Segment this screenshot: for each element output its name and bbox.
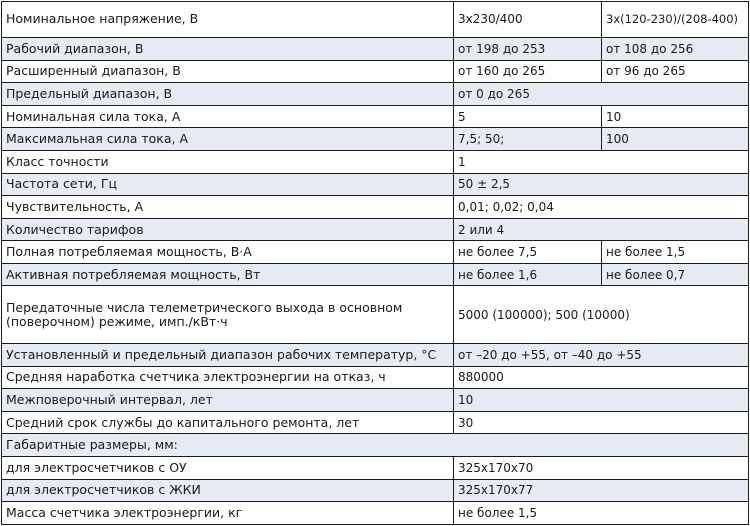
spec-label: Количество тарифов — [2, 218, 454, 241]
spec-row-limit-range — [2, 83, 749, 106]
spec-row-mtbf — [2, 366, 749, 389]
spec-row-telemetry-output — [2, 286, 749, 344]
spec-label: Активная потребляемая мощность, Вт — [2, 263, 454, 286]
spec-label: Межповерочный интервал, лет — [2, 389, 454, 412]
spec-value: 100 — [602, 128, 749, 151]
spec-row-nominal-current — [2, 105, 749, 128]
spec-value: от –20 до +55, от –40 до +55 — [454, 344, 749, 367]
spec-row-accuracy-class — [2, 150, 749, 173]
spec-value: 325x170x70 — [454, 456, 749, 479]
spec-label: для электросчетчиков с ОУ — [2, 456, 454, 479]
spec-row-dimensions-header — [2, 434, 749, 457]
spec-value: 3x(120-230)/(208-400) — [602, 2, 749, 38]
spec-row-active-power — [2, 263, 749, 286]
spec-label: Средний срок службы до капитального ремонта, лет — [2, 411, 454, 434]
spec-value: 7,5; 50; — [454, 128, 602, 151]
spec-label: Предельный диапазон, В — [2, 83, 454, 106]
spec-row-calibration-interval — [2, 389, 749, 412]
spec-value: 325x170x77 — [454, 479, 749, 502]
spec-label: Номинальная сила тока, А — [2, 105, 454, 128]
spec-label: Установленный и предельный диапазон рабочих температур, °С — [2, 344, 454, 367]
spec-value: 50 ± 2,5 — [454, 173, 749, 196]
spec-value: 0,01; 0,02; 0,04 — [454, 196, 749, 219]
spec-row-working-range — [2, 37, 749, 60]
spec-row-mass — [2, 502, 749, 525]
spec-row-frequency — [2, 173, 749, 196]
spec-value: 10 — [602, 105, 749, 128]
spec-section-label: Габаритные размеры, мм: — [2, 434, 749, 457]
spec-label: Масса счетчика электроэнергии, кг — [2, 502, 454, 525]
spec-label: Средняя наработка счетчика электроэнергии на отказ, ч — [2, 366, 454, 389]
spec-value: 3x230/400 — [454, 2, 602, 38]
spec-label: для электросчетчиков с ЖКИ — [2, 479, 454, 502]
spec-value: не более 1,5 — [454, 502, 749, 525]
spec-row-max-current — [2, 128, 749, 151]
spec-row-apparent-power — [2, 241, 749, 264]
spec-value: от 96 до 265 — [602, 60, 749, 83]
spec-row-temperature-range — [2, 344, 749, 367]
spec-value: от 198 до 253 — [454, 37, 602, 60]
spec-label: Полная потребляемая мощность, В·А — [2, 241, 454, 264]
spec-label: Класс точности — [2, 150, 454, 173]
spec-value: 5000 (100000); 500 (10000) — [454, 286, 749, 344]
spec-row-nominal-voltage — [2, 2, 749, 38]
spec-label: Чувствительность, А — [2, 196, 454, 219]
spec-label: Расширенный диапазон, В — [2, 60, 454, 83]
spec-row-extended-range — [2, 60, 749, 83]
spec-row-dimensions-lcd — [2, 479, 749, 502]
spec-label: Максимальная сила тока, А — [2, 128, 454, 151]
spec-value: 1 — [454, 150, 749, 173]
spec-row-dimensions-ou — [2, 456, 749, 479]
spec-row-tariffs — [2, 218, 749, 241]
spec-value: от 0 до 265 — [454, 83, 749, 106]
spec-value: не более 1,5 — [602, 241, 749, 264]
spec-value: 880000 — [454, 366, 749, 389]
spec-label: Рабочий диапазон, В — [2, 37, 454, 60]
spec-row-service-life — [2, 411, 749, 434]
spec-value: 5 — [454, 105, 602, 128]
spec-value: 30 — [454, 411, 749, 434]
spec-row-sensitivity — [2, 196, 749, 219]
spec-value: не более 0,7 — [602, 263, 749, 286]
spec-value: 2 или 4 — [454, 218, 749, 241]
spec-value: 10 — [454, 389, 749, 412]
spec-value: от 160 до 265 — [454, 60, 602, 83]
spec-label: Номинальное напряжение, В — [2, 2, 454, 38]
specifications-table — [1, 1, 749, 525]
spec-value: от 108 до 256 — [602, 37, 749, 60]
spec-value: не более 7,5 — [454, 241, 602, 264]
spec-label: Передаточные числа телеметрического выхода в основном (поверочном) режиме, имп./кВт·ч — [2, 286, 454, 344]
spec-value: не более 1,6 — [454, 263, 602, 286]
spec-label: Частота сети, Гц — [2, 173, 454, 196]
